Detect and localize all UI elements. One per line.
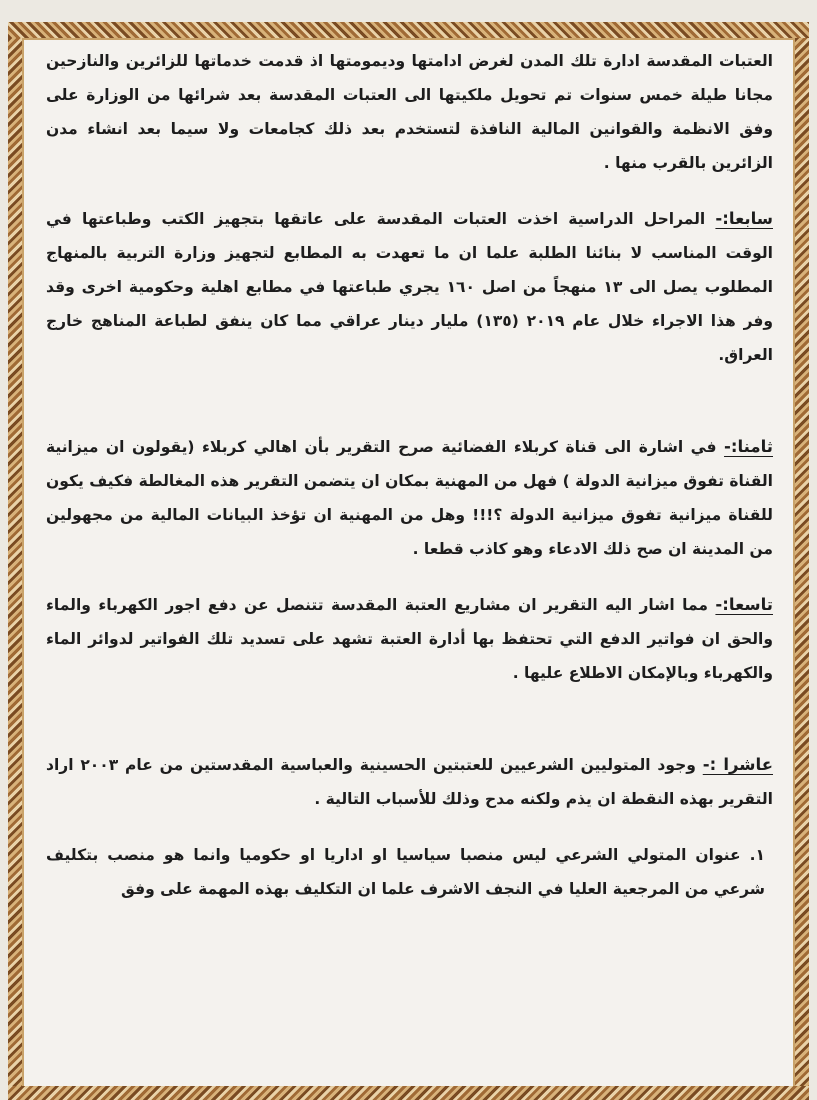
frame-right-border [795,38,809,1100]
frame-left-border [8,38,22,1100]
section-ninth-text: مما اشار اليه التقرير ان مشاريع العتبة المقدسة تتنصل عن دفع اجور الكهرباء والماء والحق ان فواتير الدفع التي تحتفظ بها أدارة العتبة تشهد على تسديد تلك الفواتير لدوائر الماء والكهرباء وبالإمكان الاطلاع عليها . [46,596,773,682]
document-body [46,44,773,928]
paragraph-intro: العتبات المقدسة ادارة تلك المدن لغرض ادامتها وديمومتها اذ قدمت خدماتها للزائرين والنازحين مجانا طيلة خمس سنوات تم تحويل ملكيتها الى العتبات المقدسة بعد شرائها من الوزارة على وفق الانظمة والقوانين المالية النافذة لتستخدم بعد ذلك كجامعات ولا سيما بعد انشاء مدن الزائرين بالقرب منها . [46,52,773,172]
section-seventh [46,202,773,372]
section-eighth-text: في اشارة الى قناة كربلاء الفضائية صرح التقرير بأن اهالي كربلاء (يقولون ان ميزانية القناة تفوق ميزانية الدولة ) فهل من المهنية بمكان ان يتضمن التقرير هذه المغالطة فكيف يكون للقناة ميزانية تفوق ميزانية الدولة ؟!!! وهل من المهنية ان تؤخذ البيانات المالية من مجهولين من المدينة ان صح ذلك الادعاء وهو كاذب قطعا . [46,438,773,558]
section-eighth [46,430,773,566]
section-seventh-heading: سابعا:- [715,209,773,228]
section-seventh-text: المراحل الدراسية اخذت العتبات المقدسة على عاتقها بتجهيز الكتب وطباعتها في الوقت المناسب لا بنائنا الطلبة علما ان ما تعهدت به المطابع لتجهيز وزارة التربية بالمنهاج المطلوب يصل الى ١٣ منهجاً من اصل ١٦٠ يجري طباعتها في مطابع اهلية وحكومية اخرى وقد وفر هذا الاجراء خلال عام ٢٠١٩ (١٣٥) مليار دينار عراقي مما كان ينفق لطباعة المناهج خارج العراق. [46,210,773,364]
section-tenth-heading: عاشرا :- [702,755,773,774]
section-tenth [46,748,773,816]
numbered-item-1: ١. عنوان المتولي الشرعي ليس منصبا سياسيا او اداريا او حكوميا وانما هو منصب بتكليف شرعي من المرجعية العليا في النجف الاشرف علما ان التكليف بهذه المهمة على وفق [46,846,765,898]
section-eighth-heading: ثامنا:- [724,437,773,456]
section-tenth-text: وجود المتوليين الشرعيين للعتبتين الحسينية والعباسية المقدستين من عام ٢٠٠٣ اراد التقرير بهذه النقطة ان يذم ولكنه مدح وذلك للأسباب التالية . [46,756,773,808]
section-ninth-heading: تاسعا:- [715,595,773,614]
section-ninth [46,588,773,690]
